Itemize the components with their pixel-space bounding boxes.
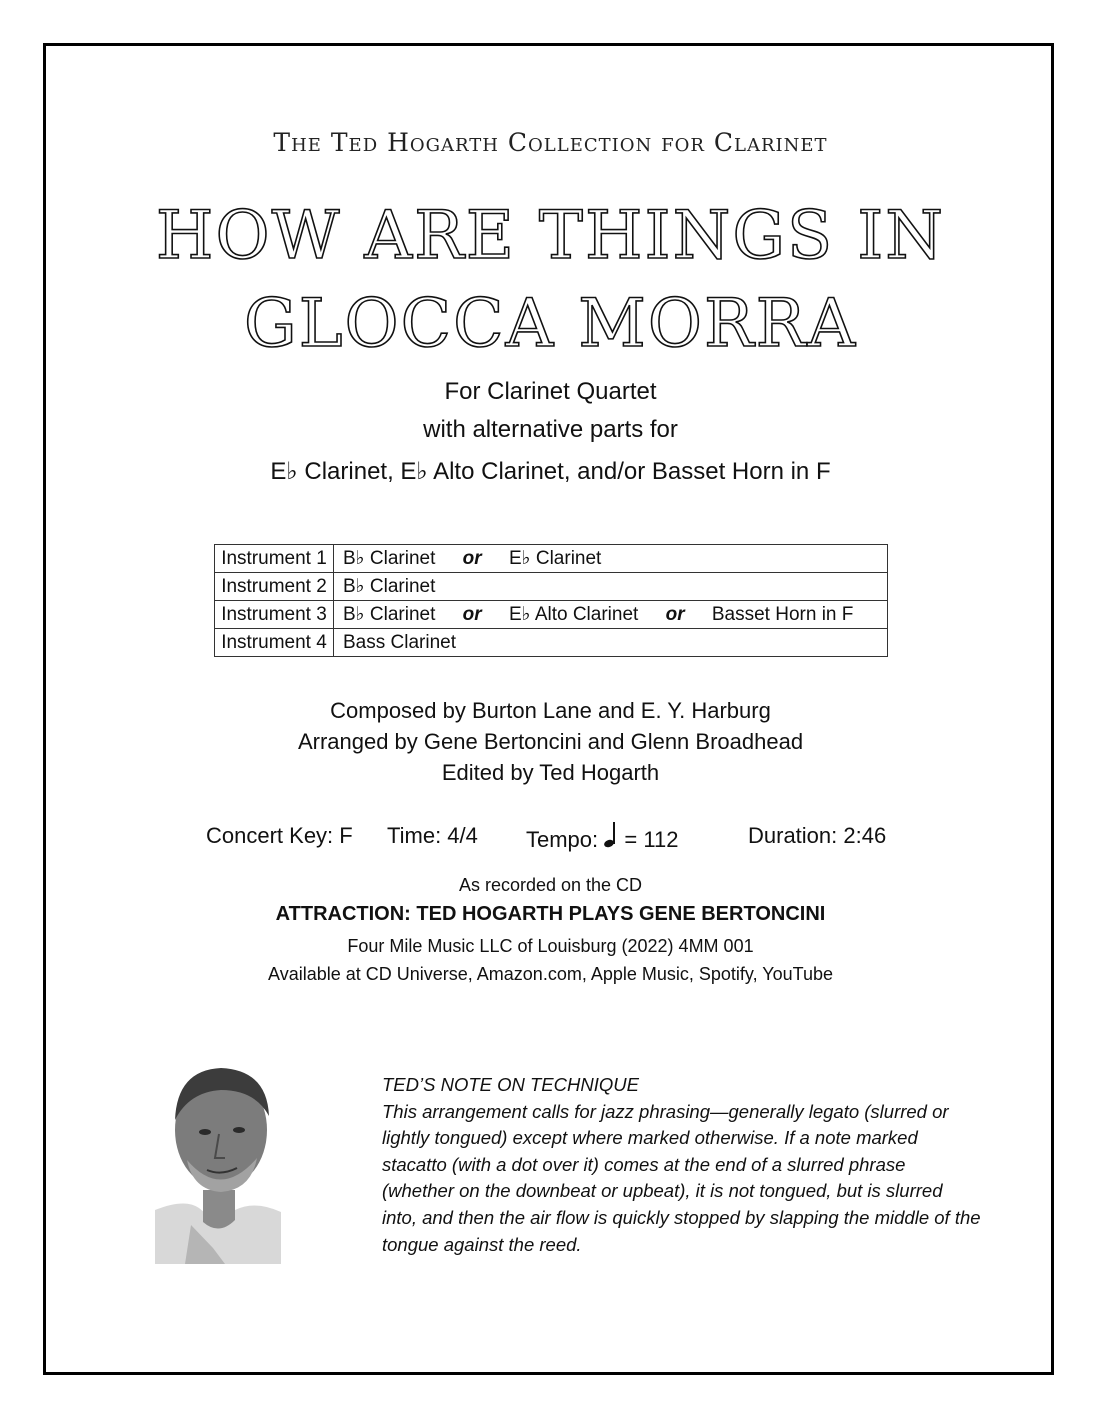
instrument-table [214, 544, 888, 657]
piece-title [0, 192, 1101, 368]
tempo-label: Tempo: [526, 827, 599, 852]
edited-by: Edited by Ted Hogarth [441, 760, 660, 785]
recording-intro: As recorded on the CD [458, 875, 643, 895]
instrument-options [334, 573, 888, 601]
record-label: Four Mile Music LLC of Louisburg (2022) 4MM 001 [347, 936, 754, 956]
subtitle-line-2: with alternative parts for [423, 416, 678, 443]
title-line-2: GLOCCA MORRA [243, 285, 858, 362]
technique-body: This arrangement calls for jazz phrasing—generally legato (slurred or lightly tongued) except where marked otherwise. If a note marked stacatto (with a dot over it) comes at the end of a slurred phrase (whether on the downbeat or upbeat), it is not tongued, but is slurred into, and then the air flow is quickly stopped by slapping the middle of the tongue against the reed. [382, 1100, 981, 1255]
instrument-option: E♭ Clarinet [508, 548, 602, 569]
technique-note [382, 1072, 982, 1258]
table-row [215, 545, 888, 573]
series-title: The Ted Hogarth Collection for Clarinet [273, 128, 828, 157]
table-row [215, 573, 888, 601]
album-title: ATTRACTION: TED HOGARTH PLAYS GENE BERTONCINI [275, 903, 826, 925]
instrument-option: B♭ Clarinet [343, 604, 436, 625]
instrument-options [334, 629, 888, 657]
or-separator: or [665, 604, 685, 625]
arranged-by: Arranged by Gene Bertoncini and Glenn Broadhead [297, 729, 804, 754]
tempo-value: = 112 [624, 827, 679, 852]
concert-key: Concert Key: F [206, 823, 353, 848]
instrument-options [334, 601, 888, 629]
time-signature: Time: 4/4 [387, 823, 478, 848]
instrument-options [334, 545, 888, 573]
or-separator: or [462, 548, 482, 569]
or-separator: or [462, 604, 482, 625]
instrument-option: B♭ Clarinet [343, 576, 436, 597]
instrument-option: B♭ Clarinet [343, 548, 436, 569]
subtitle-line-1: For Clarinet Quartet [444, 378, 657, 405]
duration: Duration: 2:46 [748, 823, 887, 848]
subtitle-line-3: E♭ Clarinet, E♭ Alto Clarinet, and/or Basset Horn in F [270, 458, 831, 485]
instrument-option: E♭ Alto Clarinet [508, 604, 639, 625]
quarter-note-icon [604, 823, 618, 847]
credits [0, 695, 1101, 788]
tempo [526, 823, 678, 853]
portrait-photo [155, 1050, 281, 1264]
instrument-label: Instrument 2 [215, 573, 334, 601]
table-row [215, 629, 888, 657]
availability: Available at CD Universe, Amazon.com, Apple Music, Spotify, YouTube [268, 964, 833, 984]
instrument-label: Instrument 4 [215, 629, 334, 657]
title-line-1: HOW ARE THINGS IN [155, 197, 946, 274]
instrument-label: Instrument 3 [215, 601, 334, 629]
composed-by: Composed by Burton Lane and E. Y. Harburg [330, 698, 771, 723]
instrument-option: Bass Clarinet [343, 631, 456, 653]
instrument-label: Instrument 1 [215, 545, 334, 573]
instrument-option: Basset Horn in F [711, 604, 854, 625]
technique-heading: TED’S NOTE ON TECHNIQUE [382, 1074, 639, 1095]
table-row [215, 601, 888, 629]
